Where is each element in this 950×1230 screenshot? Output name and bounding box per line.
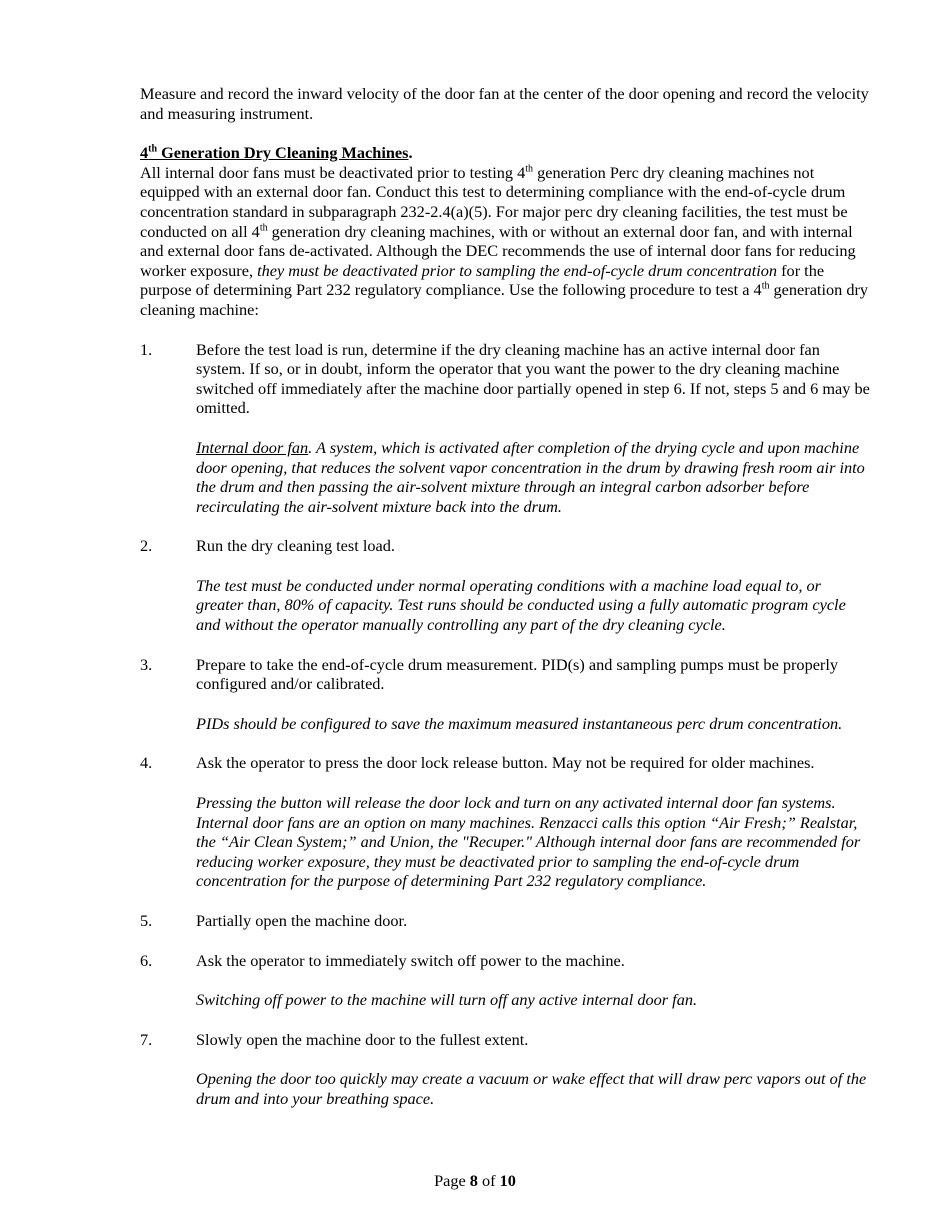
step-text: Partially open the machine door. — [196, 911, 408, 930]
step-note: Opening the door too quickly may create a vacuum or wake effect that will draw perc vapors out of the drum and into your breathing space. — [196, 1069, 867, 1108]
step-number: 2. — [140, 536, 153, 556]
current-page-number: 8 — [469, 1171, 478, 1190]
term-internal-door-fan: Internal door fan — [196, 437, 309, 457]
total-page-count: 10 — [499, 1171, 516, 1190]
page-footer: Page 8 of 10 — [434, 1171, 516, 1190]
step-number: 1. — [140, 339, 153, 359]
step-item — [140, 951, 870, 971]
step-note: The test must be conducted under normal operating conditions with a machine load equal to, or greater than, 80% of capacity. Test runs should be conducted using a fully automatic program cycle and without the operator manually controlling any part of the dry cleaning cycle. — [196, 575, 846, 635]
heading-superscript: th — [148, 143, 158, 155]
step-note: Pressing the button will release the door lock and turn on any activated internal door fan systems. Internal door fans are an option on many machines. Renzacci calls this option “Air Fresh;” Realstar, the “Air Clean System;” and Union, the "Recuper." Although internal door fans are recommended for reducing worker exposure, they must be deactivated prior to sampling the end-of-cycle drum concentration for the purpose of determining Part 232 regulatory compliance. — [196, 793, 861, 891]
section-paragraph: All internal door fans must be deactivated prior to testing 4th generation Perc dry cleaning machines not equipped with an external door fan. Conduct this test to determining compliance with the end-of-cycle drum concentration standard in subparagraph 232-2.4(a)(5). For major perc dry cleaning facilities, the test must be conducted on all 4th generation dry cleaning machines, with or without an external door fan, and with internal and external door fans de-activated. Although the DEC recommends the use of internal door fans for reducing worker exposure, they must be deactivated prior to sampling the end-of-cycle drum concentration for the purpose of determining Part 232 regulatory compliance. Use the following procedure to test a 4th generation dry cleaning machine: — [140, 162, 869, 319]
heading-period: . — [408, 143, 413, 163]
step-text: Prepare to take the end-of-cycle drum measurement. PID(s) and sampling pumps must be properly configured and/or calibrated. — [196, 654, 839, 694]
intro-paragraph: Measure and record the inward velocity of the door fan at the center of the door opening and record the velocity and measuring instrument. — [140, 84, 869, 123]
step-number: 7. — [140, 1029, 153, 1049]
heading-title: Generation Dry Cleaning Machines — [157, 143, 409, 163]
step-number: 6. — [140, 950, 153, 970]
step-number: 4. — [140, 753, 153, 773]
step-number: 3. — [140, 654, 153, 674]
step-text: Before the test load is run, determine if the dry cleaning machine has an active internal door fan system. If so, or in doubt, inform the operator that you want the power to the dry cleaning machine switched off immediately after the machine door partially opened in step 6. If not, steps 5 and 6 may be omitted. — [196, 339, 870, 418]
step-item — [140, 655, 870, 694]
step-number: 5. — [140, 911, 153, 930]
step-text: Run the dry cleaning test load. — [196, 536, 395, 556]
step-text: Ask the operator to press the door lock release button. May not be required for older machines. — [196, 753, 815, 773]
step-item — [140, 753, 870, 773]
step-item — [140, 1030, 870, 1050]
document-page — [140, 84, 870, 1109]
step-note: PIDs should be configured to save the maximum measured instantaneous perc drum concentration. — [196, 713, 843, 733]
step-item — [140, 340, 870, 418]
step-item — [140, 536, 870, 556]
heading-number: 4 — [140, 143, 149, 163]
section-heading — [140, 143, 870, 163]
step-item — [140, 911, 870, 931]
step-text: Slowly open the machine door to the fullest extent. — [196, 1029, 529, 1049]
step-note: Internal door fan. A system, which is activated after completion of the drying cycle and upon machine door opening, that reduces the solvent vapor concentration in the drum by drawing fresh room air into the drum and then passing the air-solvent mixture through an integral carbon adsorber before recirculating the air-solvent mixture back into the drum. — [196, 437, 865, 516]
step-text: Ask the operator to immediately switch off power to the machine. — [196, 950, 625, 970]
step-note: Switching off power to the machine will turn off any active internal door fan. — [196, 990, 698, 1010]
